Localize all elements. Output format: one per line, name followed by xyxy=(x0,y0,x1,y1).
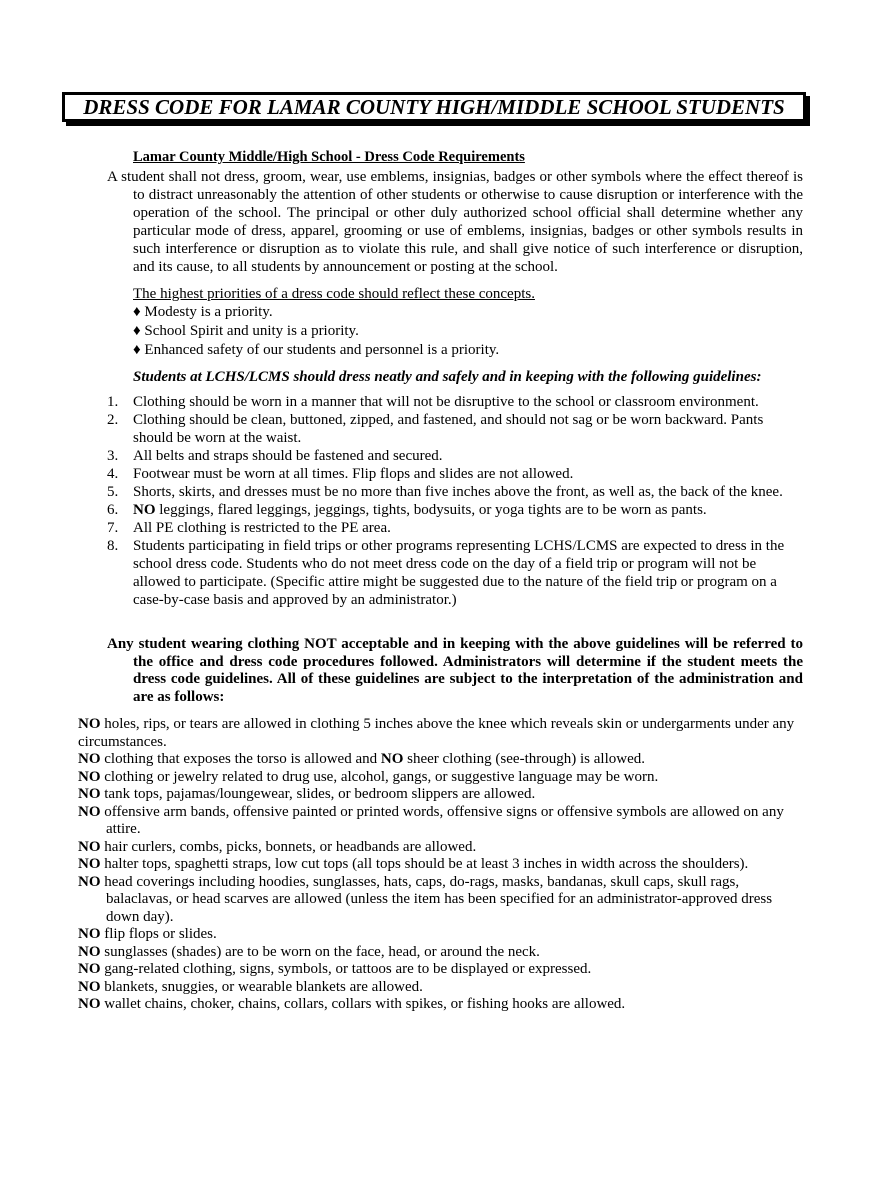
prohibited-item-text: sunglasses (shades) are to be worn on the face, head, or around the neck. xyxy=(100,943,540,960)
guideline-number: 5. xyxy=(107,484,119,500)
prohibited-item-text: sheer clothing (see-through) is allowed. xyxy=(403,751,645,767)
no-label: NO xyxy=(78,751,101,767)
guideline-no-label: NO xyxy=(133,502,156,518)
guideline-item xyxy=(107,483,797,501)
prohibited-item xyxy=(78,839,800,857)
no-label: NO xyxy=(78,961,101,977)
no-label: NO xyxy=(78,996,101,1012)
no-label: NO xyxy=(380,751,404,767)
guideline-text: Clothing should be worn in a manner that will not be disruptive to the school or classroom environment. xyxy=(133,394,759,410)
guideline-number: 8. xyxy=(107,538,119,554)
guideline-item xyxy=(107,537,797,609)
prohibited-item xyxy=(78,979,800,997)
guideline-item xyxy=(107,411,797,447)
prohibited-item-text: hair curlers, combs, picks, bonnets, or headbands are allowed. xyxy=(100,838,477,855)
prohibited-item xyxy=(78,944,800,962)
guideline-text: Students participating in field trips or other programs representing LCHS/LCMS are expected to dress in the school dress code. Students who do not meet dress code on the day of a field trip or program will not be allowed to participate. (Specific attire might be suggested due to the nature of the field trip or program on a case-by-case basis and approved by an administrator.) xyxy=(133,538,785,608)
prohibited-item-text: blankets, snuggies, or wearable blankets are allowed. xyxy=(100,978,423,995)
prohibited-item xyxy=(78,804,800,839)
guideline-text: leggings, flared leggings, jeggings, tights, bodysuits, or yoga tights are to be worn as pants. xyxy=(155,502,707,518)
prohibited-item-text: wallet chains, choker, chains, collars, collars with spikes, or fishing hooks are allowed. xyxy=(100,996,626,1012)
guideline-number: 3. xyxy=(107,448,119,464)
guideline-number: 2. xyxy=(107,412,119,428)
no-label: NO xyxy=(78,856,101,872)
warning-paragraph: Any student wearing clothing NOT acceptable and in keeping with the above guidelines will be referred to the office and dress code procedures followed. Administrators will determine if the student meets the dress code guidelines. All of these guidelines are subject to the interpretation of the administration and are as follows: xyxy=(107,636,803,705)
priorities-list xyxy=(133,303,499,360)
guidelines-list xyxy=(107,393,797,609)
prohibited-item xyxy=(78,769,800,787)
prohibited-item xyxy=(78,874,800,927)
prohibited-item-text: gang-related clothing, signs, symbols, or tattoos are to be displayed or expressed. xyxy=(100,961,592,977)
page-title: DRESS CODE FOR LAMAR COUNTY HIGH/MIDDLE SCHOOL STUDENTS xyxy=(62,92,806,122)
priorities-heading: The highest priorities of a dress code should reflect these concepts. xyxy=(133,286,535,302)
no-label: NO xyxy=(78,943,101,960)
prohibited-item xyxy=(78,751,800,769)
no-label: NO xyxy=(78,803,101,820)
prohibited-item xyxy=(78,856,800,874)
guideline-text: Footwear must be worn at all times. Flip flops and slides are not allowed. xyxy=(133,466,574,482)
no-label: NO xyxy=(78,978,101,995)
guideline-number: 7. xyxy=(107,520,119,536)
priority-item: ♦ Modesty is a priority. xyxy=(133,304,273,320)
no-label: NO xyxy=(78,716,101,732)
guideline-text: All belts and straps should be fastened and secured. xyxy=(133,448,443,464)
prohibited-item-text: offensive arm bands, offensive painted or printed words, offensive signs or offensive symbols are allowed on any attire. xyxy=(100,803,784,837)
prohibited-item xyxy=(78,996,800,1014)
section-subheading: Lamar County Middle/High School - Dress Code Requirements xyxy=(133,149,525,165)
intro-paragraph: A student shall not dress, groom, wear, use emblems, insignias, badges or other symbols where the effect thereof is to distract unreasonably the attention of other students or otherwise to cause disruption or interference with the operation of the school. The principal or other duly authorized school official shall determine whether any particular mode of dress, apparel, grooming or use of emblems, insignias, badges or other symbols results in such interference or disruption as to violate this rule, and shall give notice of such interference or disruption, and its cause, to all students by announcement or posting at the school. xyxy=(107,169,803,275)
guidelines-heading: Students at LCHS/LCMS should dress neatly and safely and in keeping with the following guidelines: xyxy=(133,369,762,385)
prohibited-item-text: clothing that exposes the torso is allowed and xyxy=(100,751,381,767)
prohibited-item xyxy=(78,716,800,751)
guideline-item xyxy=(107,393,797,411)
prohibited-item xyxy=(78,786,800,804)
no-label: NO xyxy=(78,768,101,785)
prohibited-item-text: halter tops, spaghetti straps, low cut tops (all tops should be at least 3 inches in width across the shoulders). xyxy=(100,856,749,872)
prohibited-items-list xyxy=(78,716,800,1014)
guideline-text: Shorts, skirts, and dresses must be no more than five inches above the front, as well as, the back of the knee. xyxy=(133,484,783,500)
guideline-text: All PE clothing is restricted to the PE area. xyxy=(133,520,391,536)
priority-item: ♦ Enhanced safety of our students and personnel is a priority. xyxy=(133,342,500,358)
prohibited-item xyxy=(78,926,800,944)
no-label: NO xyxy=(78,926,101,942)
guideline-number: 6. xyxy=(107,502,119,518)
guideline-item xyxy=(107,465,797,483)
guideline-number: 4. xyxy=(107,466,119,482)
prohibited-item-text: flip flops or slides. xyxy=(100,926,217,942)
prohibited-item-text: holes, rips, or tears are allowed in clothing 5 inches above the knee which reveals skin or undergarments under any circumstances. xyxy=(78,716,795,750)
prohibited-item-text: tank tops, pajamas/loungewear, slides, or bedroom slippers are allowed. xyxy=(100,786,536,802)
guideline-text: Clothing should be clean, buttoned, zipped, and fastened, and should not sag or be worn backward. Pants should be worn at the waist. xyxy=(133,412,764,446)
no-label: NO xyxy=(78,786,101,802)
guideline-item xyxy=(107,519,797,537)
prohibited-item-text: head coverings including hoodies, sunglasses, hats, caps, do-rags, masks, bandanas, skull caps, skull rags, balaclavas, or head scarves are allowed (unless the item has been specified for an administrator-approved dress down day). xyxy=(100,873,773,925)
prohibited-item-text: clothing or jewelry related to drug use, alcohol, gangs, or suggestive language may be worn. xyxy=(100,768,659,785)
priority-item: ♦ School Spirit and unity is a priority. xyxy=(133,323,359,339)
no-label: NO xyxy=(78,873,101,890)
guideline-item xyxy=(107,501,797,519)
prohibited-item xyxy=(78,961,800,979)
no-label: NO xyxy=(78,838,101,855)
guideline-item xyxy=(107,447,797,465)
guideline-number: 1. xyxy=(107,394,119,410)
